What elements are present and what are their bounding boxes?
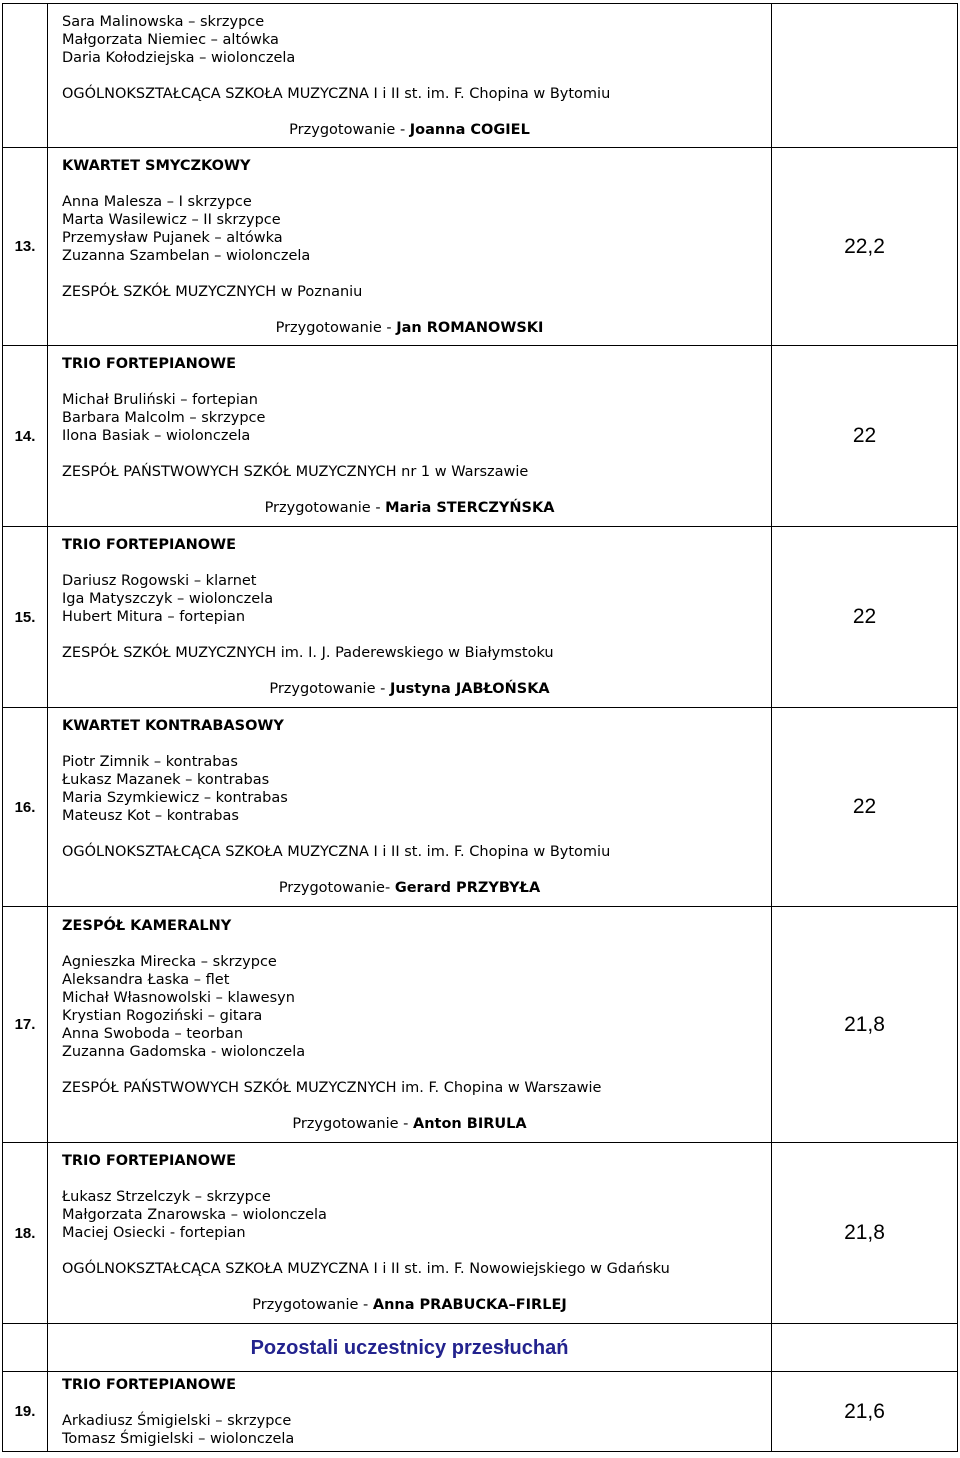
member-line: Łukasz Mazanek – kontrabas [62, 772, 270, 788]
member-line: Małgorzata Znarowska – wiolonczela [62, 1207, 327, 1223]
school-name: OGÓLNOKSZTAŁCĄCA SZKOŁA MUZYCZNA I i II st. im. F. Nowowiejskiego w Gdańsku [62, 1261, 670, 1277]
preparation-line [48, 1115, 771, 1133]
ensemble-name: KWARTET SMYCZKOWY [62, 157, 251, 174]
member-line: Anna Swoboda – teorban [62, 1025, 244, 1042]
member-line: Agnieszka Mirecka – skrzypce [62, 953, 277, 970]
member-line: Anna Malesza – I skrzypce [62, 193, 252, 210]
preparation-line [48, 499, 771, 517]
member-line: Marta Wasilewicz – II skrzypce [62, 211, 281, 228]
member-line: Maciej Osiecki - fortepian [62, 1225, 246, 1241]
entry-score: 21,6 [772, 1372, 958, 1452]
member-line: Michał Własnowolski – klawesyn [62, 989, 295, 1006]
preparation-line [48, 680, 771, 698]
entry-details [48, 4, 772, 148]
entry-number: 19. [3, 1372, 48, 1452]
entry-details [48, 1372, 772, 1452]
entry-details [48, 527, 772, 708]
member-line: Łukasz Strzelczyk – skrzypce [62, 1189, 271, 1205]
entry-score: 22 [772, 708, 958, 907]
member-line: Iga Matyszczyk – wiolonczela [62, 591, 274, 607]
ensemble-name: ZESPÓŁ KAMERALNY [62, 917, 232, 934]
school-name: ZESPÓŁ SZKÓŁ MUZYCZNYCH im. I. J. Paderewskiego w Białymstoku [62, 645, 554, 661]
ensemble-name: TRIO FORTEPIANOWE [62, 356, 236, 372]
table-row [3, 148, 958, 346]
preparation-line [48, 319, 771, 337]
school-name: OGÓLNOKSZTAŁCĄCA SZKOŁA MUZYCZNA I i II st. im. F. Chopina w Bytomiu [62, 844, 611, 860]
table-row [3, 527, 958, 708]
member-line: Mateusz Kot – kontrabas [62, 808, 239, 824]
member-line: Ilona Basiak – wiolonczela [62, 428, 251, 444]
table-row [3, 907, 958, 1143]
ensemble-name: KWARTET KONTRABASOWY [62, 718, 284, 734]
ensemble-name: TRIO FORTEPIANOWE [62, 1153, 236, 1169]
entry-number: 17. [3, 907, 48, 1143]
entry-score: 21,8 [772, 1143, 958, 1324]
member-line: Zuzanna Szambelan – wiolonczela [62, 247, 311, 264]
member-line: Sara Malinowska – skrzypce [62, 13, 265, 30]
member-line: Zuzanna Gadomska - wiolonczela [62, 1043, 306, 1060]
member-line: Michał Bruliński – fortepian [62, 392, 258, 408]
school-name: ZESPÓŁ PAŃSTWOWYCH SZKÓŁ MUZYCZNYCH im. F. Chopina w Warszawie [62, 1079, 602, 1096]
member-line: Daria Kołodziejska – wiolonczela [62, 49, 296, 66]
entry-details [48, 907, 772, 1143]
teacher-name: Gerard PRZYBYŁA [394, 880, 541, 896]
teacher-name: Anna PRABUCKA–FIRLEJ [372, 1297, 567, 1313]
preparation-label: Przygotowanie - [252, 1297, 373, 1313]
member-line: Dariusz Rogowski – klarnet [62, 573, 257, 589]
entry-number: 13. [3, 148, 48, 346]
member-line: Przemysław Pujanek – altówka [62, 229, 283, 246]
preparation-line [48, 121, 771, 139]
ensemble-name: TRIO FORTEPIANOWE [62, 1376, 236, 1393]
school-name: ZESPÓŁ PAŃSTWOWYCH SZKÓŁ MUZYCZNYCH nr 1 w Warszawie [62, 464, 529, 480]
entry-number: 18. [3, 1143, 48, 1324]
entry-number: 16. [3, 708, 48, 907]
results-table [2, 3, 958, 1452]
teacher-name: Anton BIRULA [412, 1115, 527, 1132]
teacher-name: Joanna COGIEL [409, 121, 530, 138]
entry-number: 14. [3, 346, 48, 527]
member-line: Małgorzata Niemiec – altówka [62, 31, 279, 48]
preparation-label: Przygotowanie - [264, 500, 386, 516]
table-row [3, 708, 958, 907]
entry-details [48, 1143, 772, 1324]
table-row [3, 346, 958, 527]
section-heading: Pozostali uczestnicy przesłuchań [48, 1324, 772, 1372]
entry-score: 21,8 [772, 907, 958, 1143]
preparation-label: Przygotowanie - [275, 319, 397, 336]
teacher-name: Justyna JABŁOŃSKA [389, 681, 550, 697]
table-row [3, 1143, 958, 1324]
school-name: ZESPÓŁ SZKÓŁ MUZYCZNYCH w Poznaniu [62, 283, 363, 300]
preparation-label: Przygotowanie - [289, 121, 410, 138]
entry-details [48, 346, 772, 527]
entry-score [772, 4, 958, 148]
member-line: Aleksandra Łaska – flet [62, 971, 230, 988]
teacher-name: Maria STERCZYŃSKA [385, 500, 555, 516]
school-name: OGÓLNOKSZTAŁCĄCA SZKOŁA MUZYCZNA I i II st. im. F. Chopina w Bytomiu [62, 85, 611, 102]
preparation-label: Przygotowanie - [292, 1115, 413, 1132]
member-line: Hubert Mitura – fortepian [62, 609, 246, 625]
preparation-label: Przygotowanie- [278, 880, 395, 896]
preparation-line [48, 1296, 771, 1314]
entry-details [48, 148, 772, 346]
member-line: Arkadiusz Śmigielski – skrzypce [62, 1412, 292, 1429]
ensemble-name: TRIO FORTEPIANOWE [62, 537, 236, 553]
entry-details [48, 708, 772, 907]
table-row [3, 4, 958, 148]
preparation-line [48, 879, 771, 897]
section-heading-row [3, 1324, 958, 1372]
table-row [3, 1372, 958, 1452]
entry-score: 22 [772, 346, 958, 527]
member-line: Tomasz Śmigielski – wiolonczela [62, 1430, 295, 1447]
entry-number [3, 4, 48, 148]
member-line: Krystian Rogoziński – gitara [62, 1007, 263, 1024]
member-line: Barbara Malcolm – skrzypce [62, 410, 266, 426]
entry-score: 22,2 [772, 148, 958, 346]
member-line: Piotr Zimnik – kontrabas [62, 754, 238, 770]
entry-score: 22 [772, 527, 958, 708]
member-line: Maria Szymkiewicz – kontrabas [62, 790, 288, 806]
entry-number: 15. [3, 527, 48, 708]
teacher-name: Jan ROMANOWSKI [396, 319, 544, 336]
preparation-label: Przygotowanie - [269, 681, 390, 697]
